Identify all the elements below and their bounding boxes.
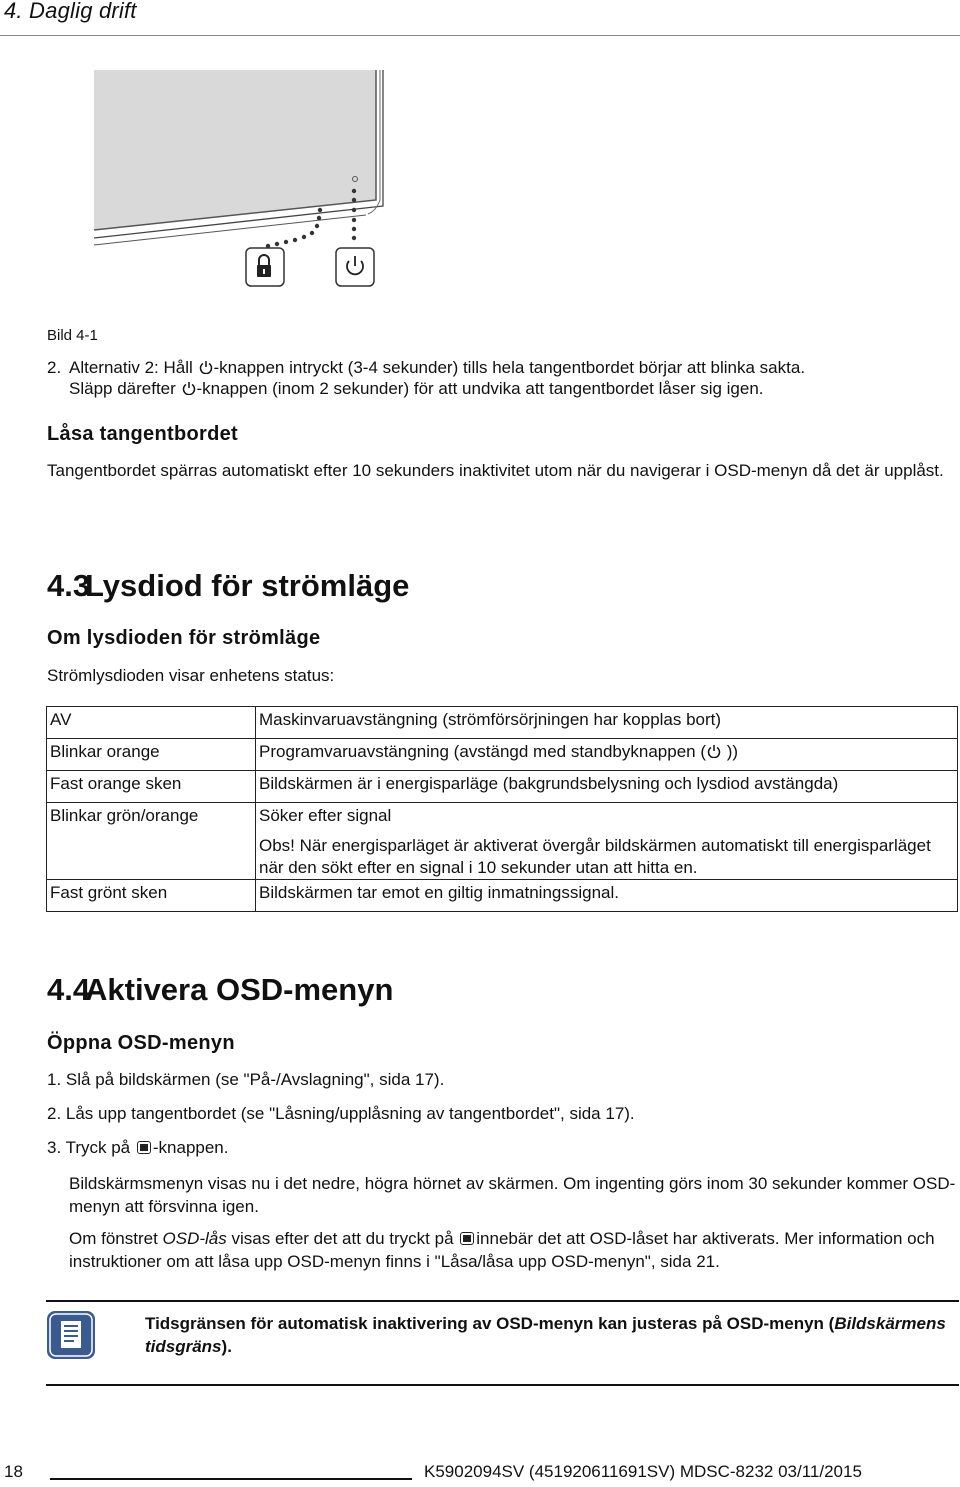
led-description-main: Söker efter signal [259,806,392,825]
led-state: AV [47,707,256,739]
note-top-rule [46,1300,959,1302]
screen-area [94,70,376,230]
led-description: Maskinvaruavstängning (strömförsörjningen har kopplas bort) [256,707,958,739]
table-row [47,739,958,771]
section-4-4-title: Aktivera OSD-menyn [85,972,394,1007]
list-item-suffix: -knappen. [152,1138,229,1157]
power-button-icon [336,248,374,286]
led-state: Fast grönt sken [47,880,256,912]
table-row [47,771,958,803]
section-4-4-subtitle: Öppna OSD-menyn [47,1032,235,1054]
document-id: K5902094SV (451920611691SV) MDSC-8232 03/11/2015 [424,1462,862,1481]
note-emphasis: Bildskärmens tidsgräns [145,1314,946,1356]
table-row [47,880,958,912]
note-icon [46,1310,96,1360]
led-note: Obs! När energisparläget är aktiverat övergår bildskärmen automatiskt till energisparläget när den sökt efter en signal i 10 sekunder utan att hitta en. [259,836,931,877]
section-4-3-subtitle: Om lysdioden för strömläge [47,627,321,649]
power-icon [707,744,721,758]
table-row [47,707,958,739]
power-icon [182,381,196,395]
section-4-3-title: Lysdiod för strömläge [85,568,410,603]
step2-text-1: Alternativ 2: Håll [69,358,198,377]
note-text-a: Tidsgränsen för automatisk inaktivering av OSD-menyn kan justeras på OSD-menyn ( [145,1314,835,1333]
osd-paragraph-1: Bildskärmsmenyn visas nu i det nedre, högra hörnet av skärmen. Om ingenting görs inom 30 sekunder kommer OSD-menyn att försvinna igen. [69,1174,956,1216]
step2-text-3: Släpp därefter [69,379,181,398]
note-text-b: ). [221,1337,232,1356]
led-description-b: )) [722,742,739,761]
note-text [145,1312,958,1358]
led-description-a: Programvaruavstängning (avstängd med standbyknappen ( [259,742,706,761]
page-number: 18 [4,1462,23,1481]
lock-button-icon [246,248,284,286]
menu-button-icon [137,1141,151,1154]
led-description [256,739,958,771]
para2-text-c: innebär det att OSD-låset har aktiverats. Mer information och instruktioner om att låsa upp OSD-menyn finns i "Låsa/låsa upp OSD-menyn", sida 21. [69,1229,935,1271]
list-item-text: 3. Tryck på [47,1138,135,1157]
led-description [256,803,958,880]
osd-paragraph-2 [69,1227,959,1273]
step2-text-4: -knappen (inom 2 sekunder) för att undvika att tangentbordet låser sig igen. [196,379,764,398]
led-state: Blinkar orange [47,739,256,771]
para2-text-b: visas efter det att du tryckt på [226,1229,459,1248]
section-4-4-number: 4.4 [47,972,91,1007]
led-description: Bildskärmen är i energisparläge (bakgrundsbelysning och lysdiod avstängda) [256,771,958,803]
section-4-3-intro: Strömlysdioden visar enhetens status: [47,666,335,685]
list-item [47,1138,229,1158]
led-state: Fast orange sken [47,771,256,803]
step-number: 2. [47,358,62,377]
list-item: 2. Lås upp tangentbordet (se "Låsning/upplåsning av tangentbordet", sida 17). [47,1104,635,1123]
led-status-table [46,706,958,912]
para2-text-a: Om fönstret [69,1229,163,1248]
lock-heading: Låsa tangentbordet [47,423,238,445]
figure-caption: Bild 4-1 [47,327,98,344]
header-rule [0,35,960,36]
led-description: Bildskärmen tar emot en giltig inmatningssignal. [256,880,958,912]
step2-text-2: -knappen intryckt (3-4 sekunder) tills hela tangentbordet börjar att blinka sakta. [213,358,806,377]
monitor-figure [46,60,486,320]
led-state: Blinkar grön/orange [47,803,256,880]
lock-paragraph: Tangentbordet spärras automatiskt efter 10 sekunders inaktivitet utom när du navigerar i OSD-menyn då det är upplåst. [47,461,944,480]
note-bottom-rule [46,1384,959,1386]
menu-button-icon [460,1232,474,1245]
chapter-header: 4. Daglig drift [4,0,137,23]
step-2 [47,357,957,399]
section-4-3-number: 4.3 [47,568,91,603]
table-row [47,803,958,880]
list-item: 1. Slå på bildskärmen (se "På-/Avslagning", sida 17). [47,1070,445,1089]
osd-lock-term: OSD-lås [162,1229,227,1248]
footer-rule [50,1478,412,1480]
power-icon [199,360,213,374]
